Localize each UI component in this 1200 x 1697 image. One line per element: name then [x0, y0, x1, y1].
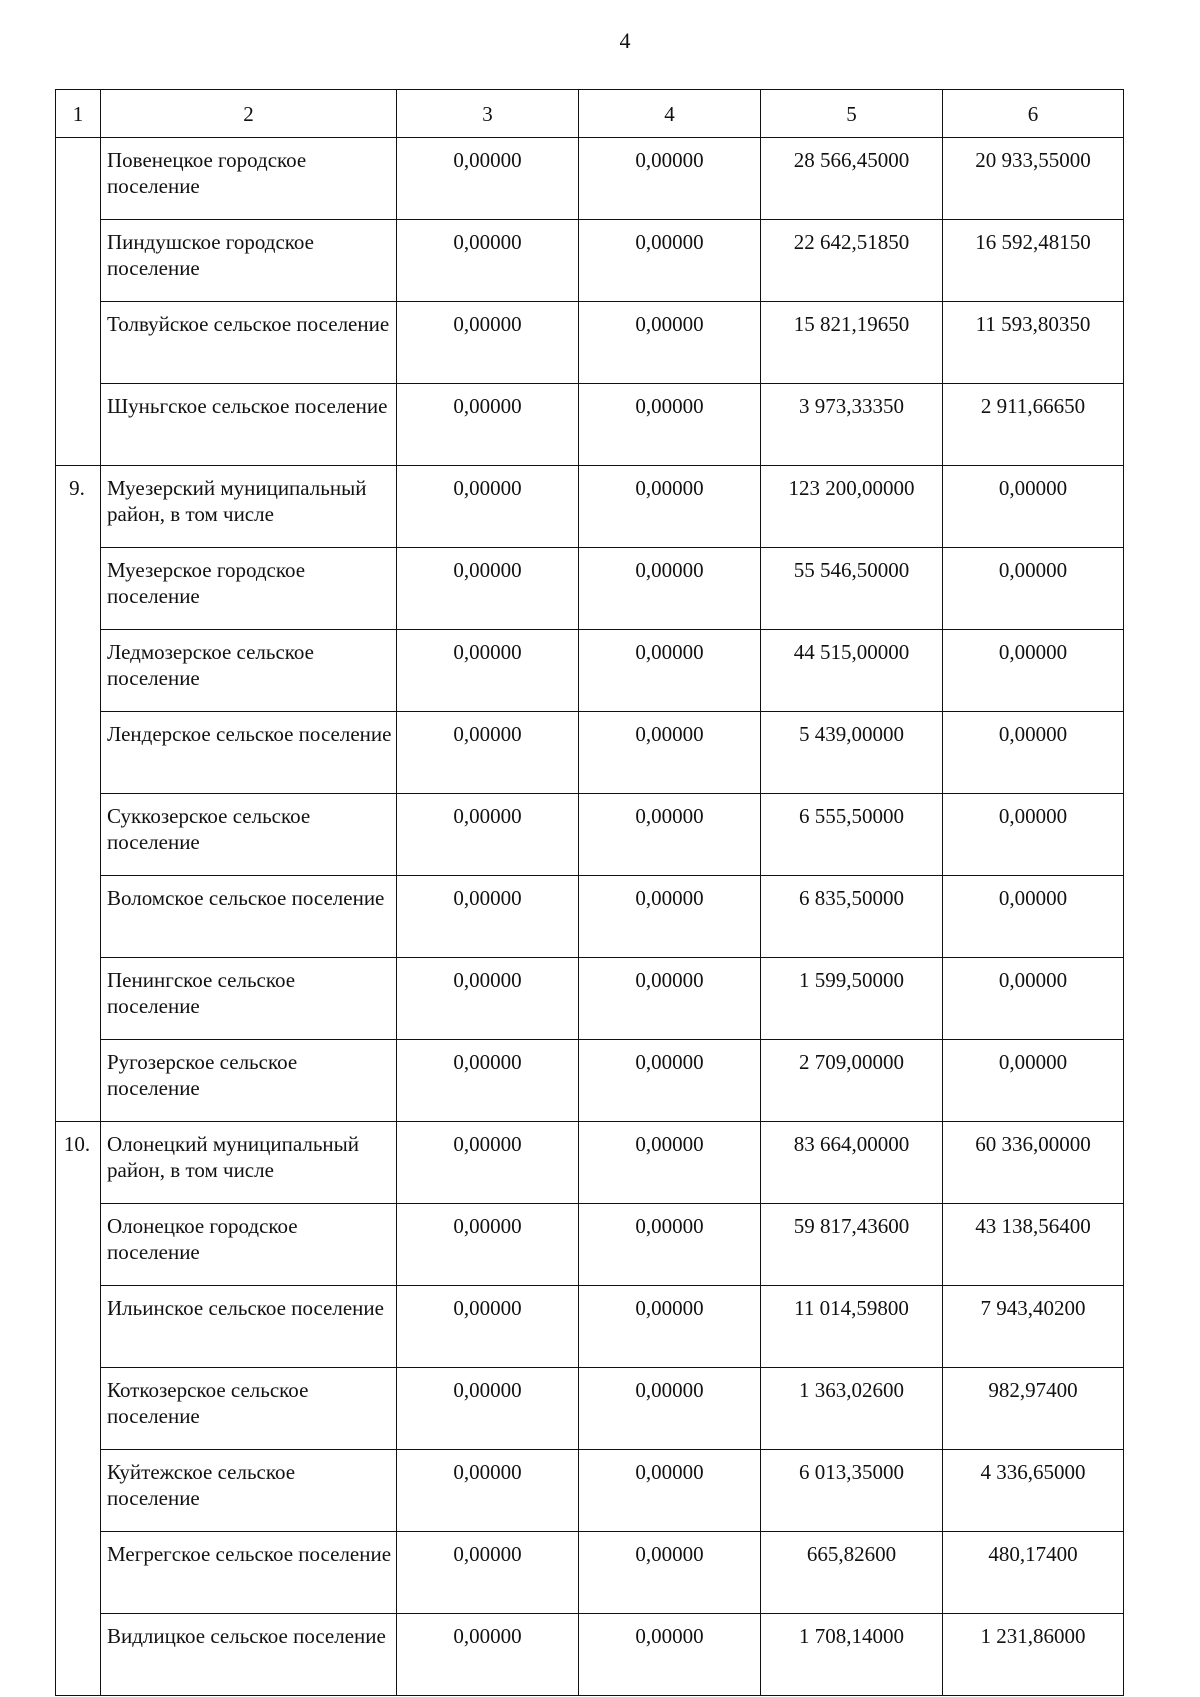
budget-table	[55, 89, 1124, 1696]
value-cell-col5: 15 821,19650	[761, 302, 943, 384]
value-cell-col5: 44 515,00000	[761, 630, 943, 712]
table-header-row	[56, 90, 1124, 138]
table-row	[56, 958, 1124, 1040]
municipality-name-cell: Олонецкий муниципальный район, в том числе	[101, 1122, 397, 1204]
municipality-name-cell: Ильинское сельское поселение	[101, 1286, 397, 1368]
table-row	[56, 1122, 1124, 1204]
value-cell-col6: 480,17400	[943, 1532, 1124, 1614]
value-cell-col6: 0,00000	[943, 1040, 1124, 1122]
value-cell-col5: 6 555,50000	[761, 794, 943, 876]
value-cell-col3: 0,00000	[397, 466, 579, 548]
municipality-name-cell: Мегрегское сельское поселение	[101, 1532, 397, 1614]
value-cell-col5: 1 708,14000	[761, 1614, 943, 1696]
value-cell-col5: 6 013,35000	[761, 1450, 943, 1532]
value-cell-col6: 4 336,65000	[943, 1450, 1124, 1532]
table-row	[56, 794, 1124, 876]
value-cell-col3: 0,00000	[397, 876, 579, 958]
value-cell-col3: 0,00000	[397, 1614, 579, 1696]
municipality-name-cell: Толвуйское сельское поселение	[101, 302, 397, 384]
page-number: 4	[619, 28, 631, 53]
value-cell-col6: 11 593,80350	[943, 302, 1124, 384]
table-row	[56, 384, 1124, 466]
value-cell-col4: 0,00000	[579, 1122, 761, 1204]
value-cell-col3: 0,00000	[397, 712, 579, 794]
value-cell-col5: 11 014,59800	[761, 1286, 943, 1368]
value-cell-col4: 0,00000	[579, 1450, 761, 1532]
value-cell-col4: 0,00000	[579, 1614, 761, 1696]
row-number-cell: 9.	[56, 466, 101, 1122]
municipality-name-cell: Пенингское сельское поселение	[101, 958, 397, 1040]
table-row	[56, 220, 1124, 302]
value-cell-col6: 43 138,56400	[943, 1204, 1124, 1286]
row-number-cell	[56, 138, 101, 466]
table-row	[56, 1532, 1124, 1614]
column-header: 2	[101, 90, 397, 138]
value-cell-col4: 0,00000	[579, 1368, 761, 1450]
table-row	[56, 548, 1124, 630]
value-cell-col3: 0,00000	[397, 630, 579, 712]
value-cell-col4: 0,00000	[579, 1204, 761, 1286]
municipality-name-cell: Шуньгское сельское поселение	[101, 384, 397, 466]
value-cell-col5: 55 546,50000	[761, 548, 943, 630]
table-row	[56, 1368, 1124, 1450]
value-cell-col6: 2 911,66650	[943, 384, 1124, 466]
value-cell-col5: 123 200,00000	[761, 466, 943, 548]
value-cell-col3: 0,00000	[397, 548, 579, 630]
value-cell-col3: 0,00000	[397, 220, 579, 302]
municipality-name-cell: Муезерский муниципальный район, в том числе	[101, 466, 397, 548]
value-cell-col3: 0,00000	[397, 138, 579, 220]
value-cell-col4: 0,00000	[579, 1286, 761, 1368]
value-cell-col6: 0,00000	[943, 876, 1124, 958]
table-row	[56, 1450, 1124, 1532]
value-cell-col4: 0,00000	[579, 466, 761, 548]
municipality-name-cell: Муезерское городское поселение	[101, 548, 397, 630]
value-cell-col3: 0,00000	[397, 958, 579, 1040]
value-cell-col5: 2 709,00000	[761, 1040, 943, 1122]
municipality-name-cell: Олонецкое городское поселение	[101, 1204, 397, 1286]
municipality-name-cell: Ледмозерское сельское поселение	[101, 630, 397, 712]
value-cell-col5: 3 973,33350	[761, 384, 943, 466]
municipality-name-cell: Пиндушское городское поселение	[101, 220, 397, 302]
value-cell-col5: 6 835,50000	[761, 876, 943, 958]
municipality-name-cell: Воломское сельское поселение	[101, 876, 397, 958]
value-cell-col4: 0,00000	[579, 958, 761, 1040]
value-cell-col6: 7 943,40200	[943, 1286, 1124, 1368]
column-header: 6	[943, 90, 1124, 138]
value-cell-col4: 0,00000	[579, 302, 761, 384]
value-cell-col3: 0,00000	[397, 1204, 579, 1286]
value-cell-col5: 1 599,50000	[761, 958, 943, 1040]
municipality-name-cell: Видлицкое сельское поселение	[101, 1614, 397, 1696]
municipality-name-cell: Куйтежское сельское поселение	[101, 1450, 397, 1532]
value-cell-col3: 0,00000	[397, 1532, 579, 1614]
value-cell-col6: 20 933,55000	[943, 138, 1124, 220]
value-cell-col3: 0,00000	[397, 1368, 579, 1450]
table-row	[56, 1040, 1124, 1122]
value-cell-col4: 0,00000	[579, 1532, 761, 1614]
value-cell-col6: 0,00000	[943, 548, 1124, 630]
value-cell-col4: 0,00000	[579, 220, 761, 302]
value-cell-col5: 5 439,00000	[761, 712, 943, 794]
value-cell-col3: 0,00000	[397, 302, 579, 384]
table-row	[56, 138, 1124, 220]
value-cell-col3: 0,00000	[397, 384, 579, 466]
table-body	[56, 90, 1124, 1696]
value-cell-col5: 59 817,43600	[761, 1204, 943, 1286]
table-row	[56, 466, 1124, 548]
value-cell-col4: 0,00000	[579, 1040, 761, 1122]
row-number-cell: 10.	[56, 1122, 101, 1696]
value-cell-col6: 0,00000	[943, 958, 1124, 1040]
value-cell-col6: 0,00000	[943, 712, 1124, 794]
value-cell-col4: 0,00000	[579, 876, 761, 958]
value-cell-col6: 982,97400	[943, 1368, 1124, 1450]
municipality-name-cell: Ругозерское сельское поселение	[101, 1040, 397, 1122]
value-cell-col5: 28 566,45000	[761, 138, 943, 220]
column-header: 3	[397, 90, 579, 138]
value-cell-col4: 0,00000	[579, 630, 761, 712]
value-cell-col5: 22 642,51850	[761, 220, 943, 302]
value-cell-col4: 0,00000	[579, 138, 761, 220]
column-header: 4	[579, 90, 761, 138]
table-row	[56, 302, 1124, 384]
value-cell-col6: 60 336,00000	[943, 1122, 1124, 1204]
value-cell-col6: 1 231,86000	[943, 1614, 1124, 1696]
value-cell-col3: 0,00000	[397, 794, 579, 876]
municipality-name-cell: Лендерское сельское поселение	[101, 712, 397, 794]
value-cell-col5: 83 664,00000	[761, 1122, 943, 1204]
value-cell-col6: 16 592,48150	[943, 220, 1124, 302]
value-cell-col3: 0,00000	[397, 1122, 579, 1204]
table-row	[56, 1286, 1124, 1368]
table-row	[56, 712, 1124, 794]
column-header: 5	[761, 90, 943, 138]
municipality-name-cell: Суккозерское сельское поселение	[101, 794, 397, 876]
value-cell-col4: 0,00000	[579, 712, 761, 794]
municipality-name-cell: Повенецкое городское поселение	[101, 138, 397, 220]
table-row	[56, 1614, 1124, 1696]
value-cell-col4: 0,00000	[579, 384, 761, 466]
column-header: 1	[56, 90, 101, 138]
value-cell-col6: 0,00000	[943, 466, 1124, 548]
municipality-name-cell: Коткозерское сельское поселение	[101, 1368, 397, 1450]
table-row	[56, 1204, 1124, 1286]
value-cell-col3: 0,00000	[397, 1286, 579, 1368]
value-cell-col4: 0,00000	[579, 548, 761, 630]
value-cell-col3: 0,00000	[397, 1450, 579, 1532]
value-cell-col5: 1 363,02600	[761, 1368, 943, 1450]
table-row	[56, 876, 1124, 958]
table-row	[56, 630, 1124, 712]
value-cell-col3: 0,00000	[397, 1040, 579, 1122]
value-cell-col5: 665,82600	[761, 1532, 943, 1614]
value-cell-col4: 0,00000	[579, 794, 761, 876]
value-cell-col6: 0,00000	[943, 794, 1124, 876]
value-cell-col6: 0,00000	[943, 630, 1124, 712]
